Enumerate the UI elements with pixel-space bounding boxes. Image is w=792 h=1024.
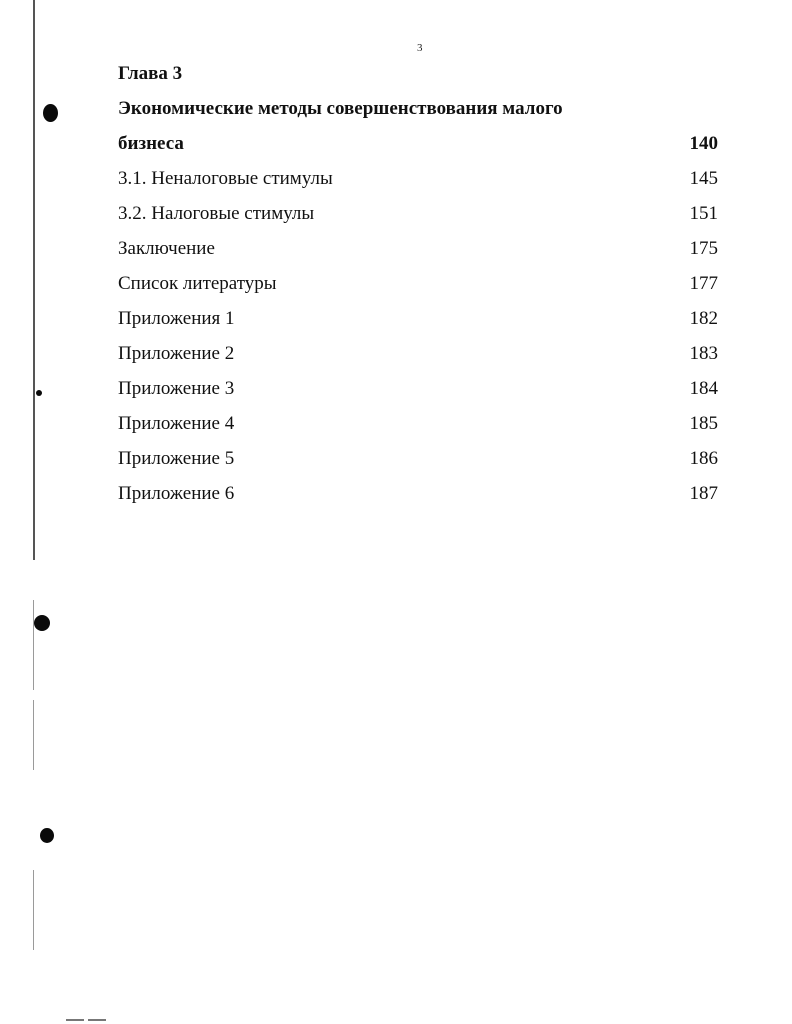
punch-hole-bottom xyxy=(40,828,54,843)
toc-entry xyxy=(118,161,718,196)
binding-edge-line-lower-3 xyxy=(33,870,34,950)
toc-entry-label: Приложение 4 xyxy=(118,413,235,434)
toc-entry-label: Приложение 6 xyxy=(118,483,235,504)
toc-entry xyxy=(118,476,718,511)
toc-chapter-title-line1 xyxy=(118,91,718,126)
toc-entry-page: 185 xyxy=(689,413,718,434)
toc-entry-page: 175 xyxy=(689,238,718,259)
toc-entry-label: Приложение 3 xyxy=(118,378,235,399)
toc-chapter-title-line2 xyxy=(118,126,718,161)
toc-entry-page: 186 xyxy=(689,448,718,469)
toc-entry xyxy=(118,266,718,301)
toc-entry-label: Заключение xyxy=(118,238,215,259)
chapter-heading: Глава 3 xyxy=(118,63,183,84)
binding-edge-line-lower xyxy=(33,600,34,690)
toc-entry xyxy=(118,406,718,441)
toc-entry-page: 187 xyxy=(689,483,718,504)
binding-edge-line xyxy=(33,0,35,560)
table-of-contents xyxy=(118,56,718,511)
toc-entry-page: 177 xyxy=(689,273,718,294)
toc-entry xyxy=(118,336,718,371)
toc-chapter-heading xyxy=(118,56,718,91)
toc-entry xyxy=(118,301,718,336)
toc-entry xyxy=(118,371,718,406)
toc-entry-label: 3.2. Налоговые стимулы xyxy=(118,203,315,224)
chapter-title-line1: Экономические методы совершенствования малого xyxy=(118,98,563,119)
page-number: 3 xyxy=(417,42,423,54)
toc-entry-page: 145 xyxy=(689,168,718,189)
punch-hole-small xyxy=(36,390,42,396)
binding-edge-line-lower-2 xyxy=(33,700,34,770)
punch-hole-top xyxy=(43,104,58,122)
chapter-title-line2: бизнеса xyxy=(118,133,184,154)
punch-hole-middle xyxy=(34,615,50,631)
toc-entry-label: 3.1. Неналоговые стимулы xyxy=(118,168,333,189)
toc-entry-label: Список литературы xyxy=(118,273,277,294)
toc-entry xyxy=(118,231,718,266)
scan-edge-mark xyxy=(88,1019,106,1021)
toc-entry-page: 151 xyxy=(689,203,718,224)
toc-entry-page: 184 xyxy=(689,378,718,399)
toc-entry-page: 183 xyxy=(689,343,718,364)
scan-edge-mark xyxy=(66,1019,84,1021)
toc-entry xyxy=(118,196,718,231)
toc-entry-page: 182 xyxy=(689,308,718,329)
chapter-page-number: 140 xyxy=(689,133,718,154)
toc-entry xyxy=(118,441,718,476)
toc-entry-label: Приложение 2 xyxy=(118,343,235,364)
toc-entry-label: Приложение 5 xyxy=(118,448,235,469)
toc-entry-label: Приложения 1 xyxy=(118,308,235,329)
